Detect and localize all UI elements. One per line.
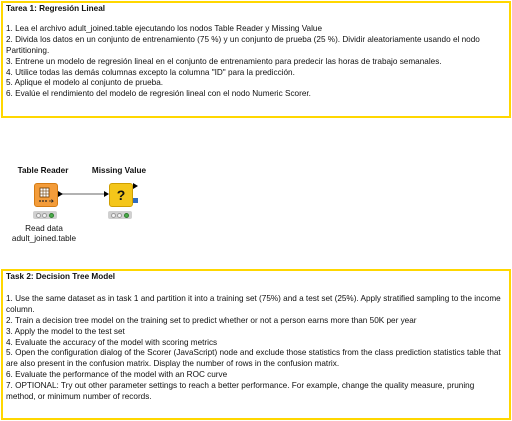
node-label-line: adult_joined.table bbox=[11, 234, 77, 243]
question-mark-icon: ? bbox=[116, 187, 126, 203]
table-reader-node[interactable] bbox=[34, 183, 58, 207]
annotation-line: 3. Apply the model to the test set bbox=[6, 326, 125, 336]
status-light-yellow bbox=[117, 213, 122, 218]
annotation-line: 3. Entrene un modelo de regresión lineal en el conjunto de entrenamiento para predecir las horas de trabajo semanales. bbox=[6, 56, 442, 66]
annotation-line: 2. Divida los datos en un conjunto de entrenamiento (75 %) y un conjunto de prueba (25 %). Dividir aleatoriamente usando el nodo Partitioning. bbox=[6, 34, 480, 55]
missing-value-model-port[interactable] bbox=[133, 198, 138, 203]
annotation-line: 4. Utilice todas las demás columnas excepto la columna "ID" para la predicción. bbox=[6, 67, 295, 77]
missing-value-node[interactable] bbox=[109, 183, 133, 207]
annotation-line: 7. OPTIONAL: Try out other parameter settings to reach a better performance. For example, change the quality measure, pruning method, or minimum number of records. bbox=[6, 381, 475, 402]
annotation-task2[interactable] bbox=[1, 269, 511, 420]
node-label-line: Read data bbox=[25, 224, 63, 233]
status-light-red bbox=[36, 213, 41, 218]
annotation-line: 6. Evalúe el rendimiento del modelo de regresión lineal con el nodo Numeric Scorer. bbox=[6, 89, 311, 99]
status-light-yellow bbox=[42, 213, 47, 218]
annotation-title: Task 2: Decision Tree Model bbox=[6, 272, 116, 281]
table-reader-output-port[interactable] bbox=[58, 191, 63, 197]
table-reader-status-lights bbox=[33, 211, 57, 219]
annotation-line: 2. Train a decision tree model on the training set to predict whether or not a person earns more than 50K per year bbox=[6, 315, 417, 325]
node-label-table-reader[interactable] bbox=[12, 224, 76, 244]
missing-value-output-port[interactable] bbox=[133, 183, 138, 189]
status-light-green bbox=[49, 213, 54, 218]
table-reader-icon bbox=[35, 184, 57, 206]
missing-value-status-lights bbox=[108, 211, 132, 219]
status-light-green bbox=[124, 213, 129, 218]
annotation-line: 1. Lea el archivo adult_joined.table ejecutando los nodos Table Reader y Missing Value bbox=[6, 23, 323, 33]
annotation-line: 4. Evaluate the accuracy of the model with scoring metrics bbox=[6, 337, 218, 347]
annotation-line: 5. Aplique el modelo al conjunto de prueba. bbox=[6, 78, 164, 88]
annotation-line: 1. Use the same dataset as in task 1 and partition it into a training set (75%) and a test set (25%). Apply stratified sampling to the income column. bbox=[6, 293, 501, 314]
annotation-line: 6. Evaluate the performance of the model with an ROC curve bbox=[6, 370, 228, 380]
annotation-line: 5. Open the configuration dialog of the Scorer (JavaScript) node and exclude those statistics from the class prediction statistics table that are also present in the confusion matrix. Display the number of rows in the confusion matrix. bbox=[6, 348, 501, 369]
annotation-title: Tarea 1: Regresión Lineal bbox=[6, 4, 106, 13]
node-title-table-reader[interactable]: Table Reader bbox=[17, 166, 69, 175]
status-light-red bbox=[111, 213, 116, 218]
node-title-missing-value[interactable]: Missing Value bbox=[91, 166, 147, 175]
